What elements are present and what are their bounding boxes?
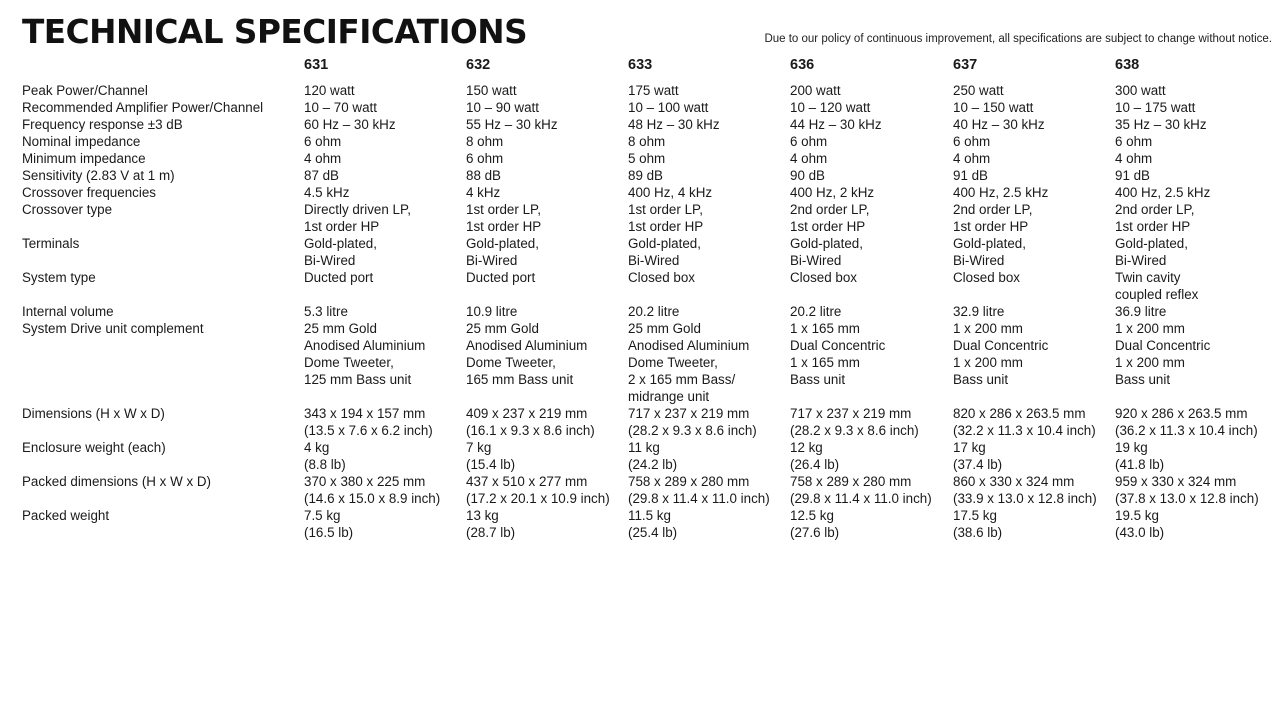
spec-value-line: 88 dB [466,168,501,183]
spec-value-line: Gold-plated, [953,236,1026,251]
table-row [22,405,1275,439]
spec-value-cell [1115,235,1275,269]
spec-value-line: 20.2 litre [628,304,680,319]
spec-value-cell [790,150,953,167]
model-header: 638 [1115,57,1140,73]
spec-value-line: 4 ohm [304,151,342,166]
spec-value-cell [466,133,628,150]
spec-value-cell [790,405,953,439]
spec-label-header [22,54,304,82]
spec-value-cell [628,473,790,507]
spec-value-line: Dome Tweeter, [628,355,718,370]
spec-value-cell [304,82,466,99]
spec-value-line: coupled reflex [1115,287,1199,302]
spec-value-line: (13.5 x 7.6 x 6.2 inch) [304,423,433,438]
spec-value-cell [466,405,628,439]
spec-value-cell [466,167,628,184]
spec-value-line: 6 ohm [953,134,991,149]
spec-value-line: Closed box [628,270,695,285]
spec-value-line: 10 – 120 watt [790,100,871,115]
spec-label: Packed weight [22,508,110,523]
spec-value-line: Dome Tweeter, [466,355,556,370]
spec-value-line: 7.5 kg [304,508,341,523]
spec-value-line: 920 x 286 x 263.5 mm [1115,406,1248,421]
spec-value-line: 1 x 200 mm [953,321,1023,336]
spec-value-line: (17.2 x 20.1 x 10.9 inch) [466,491,610,506]
spec-value-cell [628,235,790,269]
spec-value-cell [466,82,628,99]
table-row [22,167,1275,184]
spec-value-line: 860 x 330 x 324 mm [953,474,1075,489]
spec-value-line: 32.9 litre [953,304,1005,319]
spec-label: Nominal impedance [22,134,141,149]
spec-value-line: 1 x 165 mm [790,355,860,370]
spec-value-cell [628,184,790,201]
spec-value-line: 7 kg [466,440,492,455]
spec-value-line: 4.5 kHz [304,185,350,200]
spec-value-cell [628,133,790,150]
spec-value-cell [953,235,1115,269]
spec-label: Packed dimensions (H x W x D) [22,474,212,489]
spec-value-line: (16.1 x 9.3 x 8.6 inch) [466,423,595,438]
table-row [22,507,1275,541]
spec-value-line: (29.8 x 11.4 x 11.0 inch) [790,491,932,506]
spec-value-line: (37.4 lb) [953,457,1003,472]
spec-value-line: Ducted port [304,270,374,285]
spec-value-line: 1 x 200 mm [953,355,1023,370]
spec-value-cell [1115,133,1275,150]
spec-value-line: 4 ohm [790,151,828,166]
spec-value-cell [304,303,466,320]
spec-value-line: 60 Hz – 30 kHz [304,117,396,132]
table-header [22,54,1275,82]
spec-value-line: 343 x 194 x 157 mm [304,406,426,421]
spec-value-line: 40 Hz – 30 kHz [953,117,1045,132]
spec-value-cell [628,201,790,235]
spec-value-cell [790,167,953,184]
spec-value-cell [304,439,466,473]
spec-value-line: 6 ohm [304,134,342,149]
spec-value-line: Bi-Wired [790,253,842,268]
spec-value-line: 6 ohm [1115,134,1153,149]
spec-value-line: (8.8 lb) [304,457,346,472]
spec-value-line: Gold-plated, [466,236,539,251]
spec-value-cell [466,184,628,201]
spec-value-line: 10 – 100 watt [628,100,709,115]
model-header: 633 [628,57,653,73]
spec-value-cell [1115,82,1275,99]
spec-label: Terminals [22,236,80,251]
spec-value-cell [953,439,1115,473]
spec-value-cell [304,99,466,116]
spec-value-line: 36.9 litre [1115,304,1167,319]
spec-value-cell [790,82,953,99]
spec-value-cell [304,201,466,235]
spec-value-cell [304,405,466,439]
spec-value-line: (28.2 x 9.3 x 8.6 inch) [628,423,757,438]
table-row [22,82,1275,99]
spec-value-line: Ducted port [466,270,536,285]
spec-value-cell [953,167,1115,184]
spec-value-line: 717 x 237 x 219 mm [790,406,912,421]
spec-value-cell [466,235,628,269]
spec-value-cell [628,405,790,439]
spec-value-cell [1115,201,1275,235]
spec-value-line: 1st order HP [304,219,380,234]
spec-value-line: 959 x 330 x 324 mm [1115,474,1237,489]
spec-value-line: 8 ohm [628,134,666,149]
spec-value-line: 200 watt [790,83,841,98]
spec-value-line: 1 x 200 mm [1115,355,1185,370]
spec-value-line: 1st order LP, [466,202,541,217]
spec-value-line: (37.8 x 13.0 x 12.8 inch) [1115,491,1259,506]
spec-label: Peak Power/Channel [22,83,148,98]
spec-value-line: (25.4 lb) [628,525,678,540]
spec-label: Internal volume [22,304,114,319]
spec-value-cell [304,473,466,507]
spec-value-cell [304,507,466,541]
spec-value-line: 1st order LP, [628,202,703,217]
spec-value-line: 4 ohm [953,151,991,166]
spec-value-line: Gold-plated, [790,236,863,251]
spec-value-line: 6 ohm [790,134,828,149]
spec-value-line: 300 watt [1115,83,1166,98]
model-header: 636 [790,57,815,73]
spec-value-cell [466,116,628,133]
spec-value-line: 8 ohm [466,134,504,149]
spec-label: System Drive unit complement [22,321,204,336]
table-row [22,99,1275,116]
spec-value-line: Closed box [790,270,857,285]
spec-value-line: 17 kg [953,440,986,455]
spec-value-cell [466,150,628,167]
spec-value-line: Gold-plated, [1115,236,1188,251]
spec-value-line: 89 dB [628,168,663,183]
spec-value-cell [466,473,628,507]
spec-value-cell [1115,269,1275,303]
spec-value-line: 20.2 litre [790,304,842,319]
spec-value-line: (28.7 lb) [466,525,516,540]
spec-value-line: 1st order HP [1115,219,1191,234]
spec-value-line: (43.0 lb) [1115,525,1165,540]
spec-value-line: 55 Hz – 30 kHz [466,117,558,132]
spec-value-line: (27.6 lb) [790,525,840,540]
spec-value-line: 125 mm Bass unit [304,372,412,387]
spec-value-line: 758 x 289 x 280 mm [790,474,912,489]
spec-value-cell [1115,99,1275,116]
spec-label: Crossover frequencies [22,185,156,200]
spec-value-line: 150 watt [466,83,517,98]
spec-value-line: 6 ohm [466,151,504,166]
spec-value-line: 1st order HP [628,219,704,234]
spec-value-line: 175 watt [628,83,679,98]
spec-value-cell [1115,167,1275,184]
spec-value-cell [1115,320,1275,405]
spec-value-line: Dual Concentric [790,338,886,353]
spec-value-cell [790,507,953,541]
spec-value-cell [953,473,1115,507]
table-row [22,201,1275,235]
spec-value-line: 717 x 237 x 219 mm [628,406,750,421]
spec-label: Recommended Amplifier Power/Channel [22,100,264,115]
spec-value-cell [790,303,953,320]
spec-value-line: 400 Hz, 4 kHz [628,185,713,200]
spec-value-line: (33.9 x 13.0 x 12.8 inch) [953,491,1097,506]
spec-value-line: 2nd order LP, [790,202,870,217]
spec-label: Dimensions (H x W x D) [22,406,165,421]
spec-value-cell [953,269,1115,303]
spec-value-cell [790,184,953,201]
model-header-row [22,54,1275,82]
spec-value-line: 409 x 237 x 219 mm [466,406,588,421]
spec-value-line: 10 – 150 watt [953,100,1034,115]
spec-value-line: Gold-plated, [628,236,701,251]
spec-label: Minimum impedance [22,151,146,166]
spec-value-line: Anodised Aluminium [628,338,750,353]
spec-value-line: Directly driven LP, [304,202,411,217]
spec-value-line: 10.9 litre [466,304,518,319]
spec-value-cell [790,235,953,269]
spec-value-line: 2 x 165 mm Bass/ [628,372,736,387]
spec-value-cell [953,116,1115,133]
spec-value-line: (41.8 lb) [1115,457,1165,472]
spec-value-cell [790,133,953,150]
spec-label: System type [22,270,96,285]
spec-value-cell [790,473,953,507]
spec-value-line: 1 x 165 mm [790,321,860,336]
spec-value-cell [628,82,790,99]
spec-value-line: Anodised Aluminium [304,338,426,353]
spec-value-line: 12.5 kg [790,508,834,523]
spec-value-cell [790,439,953,473]
spec-value-line: midrange unit [628,389,710,404]
spec-value-cell [790,269,953,303]
spec-value-cell [628,150,790,167]
spec-value-cell [1115,439,1275,473]
spec-value-cell [1115,150,1275,167]
spec-value-line: Anodised Aluminium [466,338,588,353]
spec-value-line: 10 – 90 watt [466,100,539,115]
spec-value-cell [304,235,466,269]
spec-value-line: 758 x 289 x 280 mm [628,474,750,489]
spec-value-cell [304,133,466,150]
spec-value-line: 400 Hz, 2.5 kHz [1115,185,1211,200]
spec-value-line: (32.2 x 11.3 x 10.4 inch) [953,423,1096,438]
spec-value-cell [953,507,1115,541]
spec-value-cell [953,303,1115,320]
spec-label: Enclosure weight (each) [22,440,166,455]
spec-value-line: Bi-Wired [466,253,518,268]
spec-value-cell [628,320,790,405]
spec-value-line: 25 mm Gold [466,321,539,336]
spec-value-cell [304,269,466,303]
specifications-table [22,54,1275,541]
spec-value-line: 17.5 kg [953,508,997,523]
spec-value-cell [953,320,1115,405]
spec-value-cell [304,167,466,184]
spec-label: Crossover type [22,202,113,217]
model-header: 631 [304,57,329,73]
spec-value-cell [953,133,1115,150]
spec-value-line: 19 kg [1115,440,1148,455]
table-row [22,184,1275,201]
spec-value-line: 820 x 286 x 263.5 mm [953,406,1086,421]
spec-value-line: (14.6 x 15.0 x 8.9 inch) [304,491,441,506]
spec-value-line: Bi-Wired [628,253,680,268]
model-header: 637 [953,57,978,73]
spec-value-line: (38.6 lb) [953,525,1003,540]
spec-value-line: Bi-Wired [953,253,1005,268]
table-row [22,116,1275,133]
page-title: TECHNICAL SPECIFICATIONS [22,12,528,51]
spec-value-line: Bass unit [1115,372,1171,387]
spec-value-line: 1st order HP [466,219,542,234]
table-row [22,303,1275,320]
spec-value-line: 91 dB [1115,168,1150,183]
spec-value-cell [1115,116,1275,133]
spec-value-cell [953,184,1115,201]
spec-value-line: Closed box [953,270,1020,285]
spec-value-cell [953,405,1115,439]
spec-value-line: 4 kg [304,440,330,455]
spec-value-line: 437 x 510 x 277 mm [466,474,588,489]
spec-value-line: (16.5 lb) [304,525,354,540]
spec-value-line: 25 mm Gold [628,321,701,336]
spec-value-line: Bi-Wired [304,253,356,268]
spec-value-cell [790,201,953,235]
spec-value-line: 87 dB [304,168,339,183]
spec-value-line: 10 – 175 watt [1115,100,1196,115]
table-row [22,269,1275,303]
model-header: 632 [466,57,491,73]
spec-value-cell [628,167,790,184]
spec-value-cell [790,320,953,405]
spec-value-cell [953,99,1115,116]
spec-value-cell [466,439,628,473]
spec-value-line: 90 dB [790,168,825,183]
spec-value-line: (24.2 lb) [628,457,678,472]
spec-value-line: 5.3 litre [304,304,348,319]
spec-value-line: 35 Hz – 30 kHz [1115,117,1207,132]
change-notice: Due to our policy of continuous improvement, all specifications are subject to change without notice. [764,33,1272,45]
spec-value-line: (28.2 x 9.3 x 8.6 inch) [790,423,919,438]
spec-value-cell [628,439,790,473]
table-row [22,473,1275,507]
spec-value-cell [790,99,953,116]
spec-value-cell [628,303,790,320]
spec-value-cell [953,150,1115,167]
spec-value-line: 1 x 200 mm [1115,321,1185,336]
spec-value-line: (36.2 x 11.3 x 10.4 inch) [1115,423,1258,438]
table-row [22,133,1275,150]
spec-value-cell [1115,184,1275,201]
table-row [22,150,1275,167]
spec-value-line: 11.5 kg [628,508,671,523]
spec-value-line: 120 watt [304,83,355,98]
spec-value-cell [953,82,1115,99]
table-row [22,235,1275,269]
spec-value-line: (29.8 x 11.4 x 11.0 inch) [628,491,770,506]
spec-value-cell [304,150,466,167]
spec-value-cell [304,184,466,201]
spec-label: Frequency response ±3 dB [22,117,183,132]
table-row [22,439,1275,473]
spec-value-line: 12 kg [790,440,823,455]
spec-value-line: Dual Concentric [953,338,1049,353]
spec-value-line: 48 Hz – 30 kHz [628,117,720,132]
spec-value-cell [466,99,628,116]
spec-value-line: 13 kg [466,508,499,523]
spec-value-cell [1115,507,1275,541]
spec-value-line: 11 kg [628,440,660,455]
spec-value-line: 2nd order LP, [953,202,1033,217]
spec-value-line: 370 x 380 x 225 mm [304,474,426,489]
spec-value-cell [304,116,466,133]
spec-value-cell [466,201,628,235]
spec-value-line: Twin cavity [1115,270,1181,285]
spec-value-cell [1115,303,1275,320]
spec-value-line: Dome Tweeter, [304,355,394,370]
spec-value-cell [466,303,628,320]
spec-value-cell [466,507,628,541]
spec-value-cell [628,269,790,303]
spec-value-line: Bass unit [790,372,846,387]
spec-value-cell [466,269,628,303]
spec-value-line: 91 dB [953,168,988,183]
spec-value-line: 400 Hz, 2.5 kHz [953,185,1049,200]
spec-value-line: Gold-plated, [304,236,377,251]
spec-value-cell [953,201,1115,235]
spec-value-line: (15.4 lb) [466,457,516,472]
spec-value-line: 250 watt [953,83,1004,98]
spec-value-cell [628,99,790,116]
spec-value-line: 10 – 70 watt [304,100,377,115]
spec-value-line: 400 Hz, 2 kHz [790,185,875,200]
spec-value-line: 44 Hz – 30 kHz [790,117,882,132]
spec-value-line: 4 ohm [1115,151,1153,166]
spec-value-cell [466,320,628,405]
spec-value-line: 1st order HP [953,219,1029,234]
spec-value-cell [304,320,466,405]
spec-value-cell [1115,473,1275,507]
table-row [22,320,1275,405]
spec-value-cell [628,116,790,133]
table-body [22,82,1275,541]
spec-value-line: (26.4 lb) [790,457,840,472]
spec-value-line: Dual Concentric [1115,338,1211,353]
spec-value-line: 2nd order LP, [1115,202,1195,217]
spec-value-line: 19.5 kg [1115,508,1159,523]
spec-value-line: 165 mm Bass unit [466,372,574,387]
spec-value-line: 1st order HP [790,219,866,234]
spec-value-line: 4 kHz [466,185,501,200]
spec-value-cell [628,507,790,541]
spec-label: Sensitivity (2.83 V at 1 m) [22,168,175,183]
spec-value-line: Bi-Wired [1115,253,1167,268]
spec-value-line: 5 ohm [628,151,666,166]
spec-value-cell [1115,405,1275,439]
spec-value-line: 25 mm Gold [304,321,377,336]
spec-value-cell [790,116,953,133]
spec-value-line: Bass unit [953,372,1009,387]
